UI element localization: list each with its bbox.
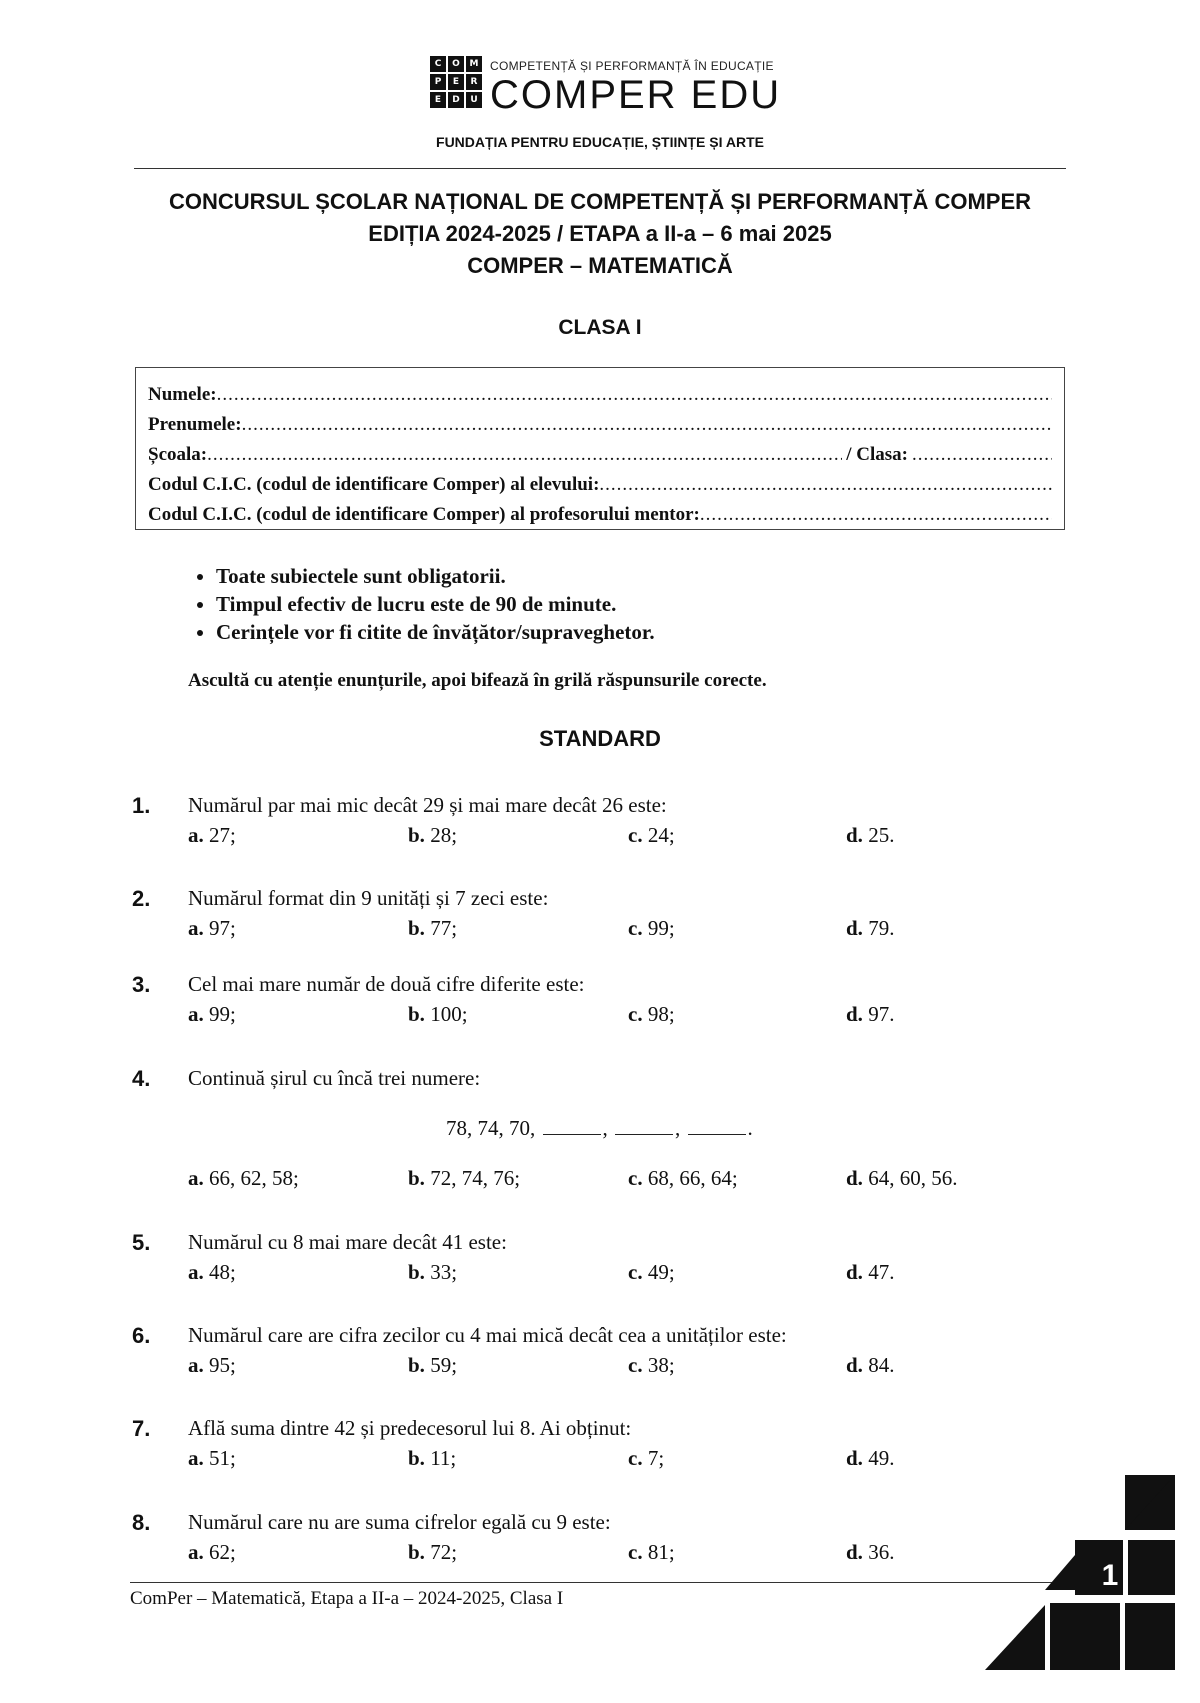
logo-brand-name: COMPER EDU — [490, 73, 782, 117]
logo-cell: P — [430, 74, 446, 90]
question-text: Numărul par mai mic decât 29 și mai mare decât 26 este: — [188, 793, 667, 817]
student-code-label: Codul C.I.C. (codul de identificare Comper) al elevului: — [148, 474, 600, 495]
contest-title — [0, 186, 1200, 282]
foundation-name: FUNDAȚIA PENTRU EDUCAȚIE, ȘTIINȚE ȘI ARTE — [436, 134, 764, 150]
page-corner-graphic — [985, 1475, 1175, 1675]
student-info-box — [135, 367, 1065, 530]
corner-block — [1050, 1603, 1120, 1670]
question-number: 4. — [132, 1066, 151, 1091]
question-text: Numărul care are cifra zecilor cu 4 mai mică decât cea a unităților este: — [188, 1323, 787, 1347]
option-d[interactable]: d. 49. — [846, 1446, 895, 1470]
school-label: Școala: — [148, 444, 208, 465]
option-c[interactable]: c. 68, 66, 64; — [628, 1166, 738, 1190]
logo-tagline: COMPETENȚĂ ȘI PERFORMANȚĂ ÎN EDUCAȚIE — [490, 59, 774, 73]
option-b[interactable]: b. 72, 74, 76; — [408, 1166, 521, 1190]
option-c[interactable]: c. 7; — [628, 1446, 665, 1470]
question-text: Numărul cu 8 mai mare decât 41 este: — [188, 1230, 507, 1254]
option-a[interactable]: a. 99; — [188, 1002, 236, 1026]
option-c[interactable]: c. 98; — [628, 1002, 675, 1026]
option-d[interactable]: d. 84. — [846, 1353, 895, 1377]
teacher-code-label: Codul C.I.C. (codul de identificare Comper) al profesorului mentor: — [148, 504, 700, 525]
option-d[interactable]: d. 79. — [846, 916, 895, 940]
question-number: 5. — [132, 1230, 151, 1255]
first-name-dotted-line[interactable] — [242, 414, 1052, 436]
option-c[interactable]: c. 38; — [628, 1353, 675, 1377]
name-label: Numele: — [148, 384, 217, 405]
header-divider — [134, 168, 1066, 169]
logo-cell: U — [466, 92, 482, 108]
option-a[interactable]: a. 48; — [188, 1260, 236, 1284]
school-field[interactable] — [148, 444, 1052, 474]
first-name-field[interactable] — [148, 414, 1052, 444]
rules-list — [188, 562, 655, 646]
rule-item: • Cerințele vor fi citite de învățător/supraveghetor. — [216, 618, 655, 646]
corner-triangle — [1045, 1555, 1075, 1590]
option-b[interactable]: b. 100; — [408, 1002, 468, 1026]
option-b[interactable]: b. 28; — [408, 823, 458, 847]
comper-logo-grid — [430, 56, 484, 111]
number-sequence: 78, 74, 70, , , . — [446, 1116, 753, 1140]
title-line-1: CONCURSUL ȘCOLAR NAȚIONAL DE COMPETENȚĂ ȘI PERFORMANȚĂ COMPER — [168, 189, 1032, 214]
sequence-blank[interactable] — [543, 1118, 601, 1135]
rule-item: • Timpul efectiv de lucru este de 90 de minute. — [216, 590, 655, 618]
question-number: 6. — [132, 1323, 151, 1348]
logo-cell: O — [448, 56, 464, 72]
school-dotted-line[interactable] — [207, 444, 842, 466]
footer-divider — [130, 1582, 1092, 1583]
option-c[interactable]: c. 81; — [628, 1540, 675, 1564]
logo-cell: E — [430, 92, 446, 108]
sequence-start: 78, 74, 70, — [446, 1116, 536, 1140]
option-d[interactable]: d. 97. — [846, 1002, 895, 1026]
title-line-3: COMPER – MATEMATICĂ — [467, 253, 733, 278]
corner-triangle — [985, 1605, 1045, 1670]
option-b[interactable]: b. 72; — [408, 1540, 458, 1564]
option-d[interactable]: d. 25. — [846, 823, 895, 847]
question-number: 1. — [132, 793, 151, 818]
option-c[interactable]: c. 49; — [628, 1260, 675, 1284]
option-c[interactable]: c. 24; — [628, 823, 675, 847]
name-field[interactable] — [148, 384, 1052, 414]
class-heading: CLASA I — [558, 316, 642, 339]
option-d[interactable]: d. 36. — [846, 1540, 895, 1564]
sequence-blank[interactable] — [688, 1118, 746, 1135]
option-a[interactable]: a. 51; — [188, 1446, 236, 1470]
corner-block — [1125, 1603, 1175, 1670]
name-dotted-line[interactable] — [217, 384, 1052, 406]
option-b[interactable]: b. 59; — [408, 1353, 458, 1377]
class-label: / Clasa: — [846, 444, 908, 465]
option-c[interactable]: c. 99; — [628, 916, 675, 940]
question-number: 7. — [132, 1416, 151, 1441]
question-number: 8. — [132, 1510, 151, 1535]
option-a[interactable]: a. 66, 62, 58; — [188, 1166, 299, 1190]
logo-cell: M — [466, 56, 482, 72]
teacher-code-field[interactable] — [148, 504, 1052, 534]
question-number: 3. — [132, 972, 151, 997]
teacher-code-dotted-line[interactable] — [700, 504, 1052, 526]
question-text: Numărul care nu are suma cifrelor egală cu 9 este: — [188, 1510, 611, 1534]
option-b[interactable]: b. 11; — [408, 1446, 457, 1470]
logo-cell: C — [430, 56, 446, 72]
logo-cell: D — [448, 92, 464, 108]
class-dotted-line[interactable] — [912, 444, 1052, 466]
option-b[interactable]: b. 77; — [408, 916, 458, 940]
logo-cell: E — [448, 74, 464, 90]
section-heading: STANDARD — [539, 726, 661, 751]
option-b[interactable]: b. 33; — [408, 1260, 458, 1284]
footer-text: ComPer – Matematică, Etapa a II-a – 2024-2025, Clasa I — [130, 1588, 564, 1609]
option-a[interactable]: a. 27; — [188, 823, 236, 847]
question-number: 2. — [132, 886, 151, 911]
option-d[interactable]: d. 47. — [846, 1260, 895, 1284]
question-text: Cel mai mare număr de două cifre diferite este: — [188, 972, 585, 996]
page-number: 1 — [1101, 1559, 1119, 1592]
student-code-field[interactable] — [148, 474, 1052, 504]
sequence-blank[interactable] — [615, 1118, 673, 1135]
logo-cell: R — [466, 74, 482, 90]
title-line-2: EDIȚIA 2024-2025 / ETAPA a II-a – 6 mai 2025 — [368, 221, 832, 246]
student-code-dotted-line[interactable] — [599, 474, 1052, 496]
first-name-label: Prenumele: — [148, 414, 242, 435]
option-d[interactable]: d. 64, 60, 56. — [846, 1166, 958, 1190]
option-a[interactable]: a. 95; — [188, 1353, 236, 1377]
instruction-text: Ascultă cu atenție enunțurile, apoi bifează în grilă răspunsurile corecte. — [188, 670, 767, 691]
rule-item: • Toate subiectele sunt obligatorii. — [216, 562, 655, 590]
option-a[interactable]: a. 97; — [188, 916, 236, 940]
option-a[interactable]: a. 62; — [188, 1540, 236, 1564]
question-text: Continuă șirul cu încă trei numere: — [188, 1066, 481, 1090]
question-text: Numărul format din 9 unități și 7 zeci este: — [188, 886, 549, 910]
corner-block — [1128, 1540, 1175, 1595]
question-text: Află suma dintre 42 și predecesorul lui 8. Ai obținut: — [188, 1416, 632, 1440]
